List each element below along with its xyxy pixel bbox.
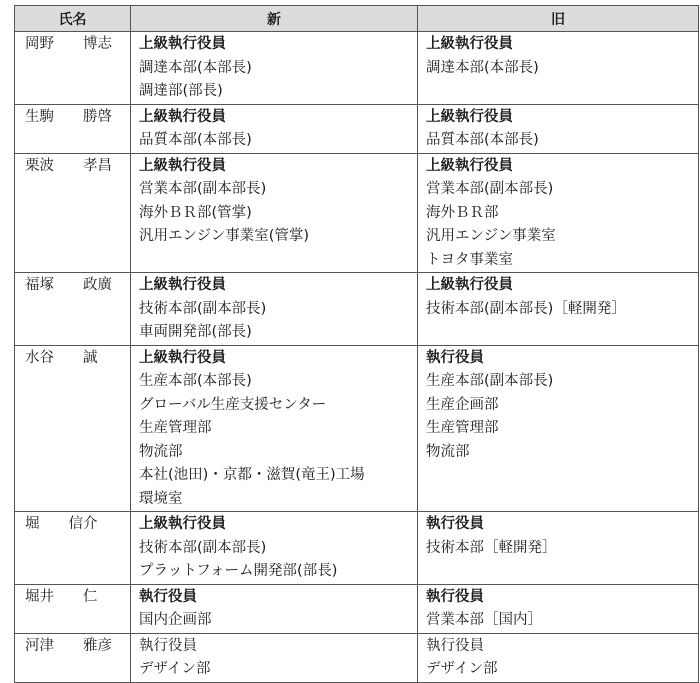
new-position-cell [131, 512, 418, 585]
new-position-cell [131, 153, 418, 273]
new-position-cell [131, 273, 418, 346]
assignment-line: プラットフォーム開発部(部長) [139, 563, 338, 579]
officer-changes-table [14, 5, 699, 683]
new-position-cell [131, 584, 418, 633]
assignment-line: 物流部 [139, 443, 183, 460]
old-position-cell [418, 32, 699, 105]
old-position-cell [418, 273, 699, 346]
family-name: 岡野 [25, 36, 54, 52]
header-old: 旧 [418, 6, 699, 32]
assignment-line: 環境室 [139, 490, 183, 507]
family-name: 堀 [25, 516, 40, 532]
given-name: 信介 [68, 516, 98, 532]
header-name: 氏名 [15, 6, 131, 32]
officer-name [25, 347, 130, 371]
assignment-line: 技術本部(副本部長)［軽開発］ [426, 300, 626, 317]
assignment-line: 営業本部(副本部長) [139, 181, 267, 197]
position-title: 執行役員 [139, 588, 197, 605]
header-new: 新 [131, 6, 418, 32]
officer-name [25, 155, 130, 179]
assignment-line: 本社(池田)・京都・滋賀(竜王)工場 [139, 467, 365, 483]
position-title: 執行役員 [139, 637, 197, 654]
new-position-cell [131, 345, 418, 512]
assignment-line: トヨタ事業室 [426, 251, 513, 268]
table-row [15, 32, 699, 105]
assignment-line: 品質本部(本部長) [139, 132, 252, 148]
new-position-cell [131, 104, 418, 153]
position-title: 執行役員 [426, 588, 484, 605]
officer-name-cell [15, 153, 131, 273]
assignment-line: グローバル生産支援センター [139, 396, 327, 413]
position-title: 上級執行役員 [426, 157, 513, 174]
assignment-line: 技術本部(副本部長) [139, 539, 267, 556]
table-row [15, 273, 699, 346]
new-position-cell [131, 32, 418, 105]
assignment-line: 営業本部(副本部長) [426, 181, 554, 197]
position-title: 上級執行役員 [139, 36, 226, 52]
assignment-line: 生産本部(本部長) [139, 373, 252, 389]
assignment-line: 車両開発部(部長) [139, 324, 252, 340]
position-title: 上級執行役員 [426, 277, 513, 293]
assignment-line: 技術本部(副本部長) [139, 300, 267, 317]
assignment-line: デザイン部 [139, 661, 211, 677]
officer-name [25, 33, 130, 57]
given-name: 孝昌 [83, 157, 112, 174]
family-name: 栗波 [25, 157, 54, 174]
assignment-line: 汎用エンジン事業室(管掌) [139, 228, 310, 244]
old-position-cell [418, 153, 699, 273]
assignment-line: 海外ＢＲ部(管掌) [139, 204, 252, 221]
officer-name [25, 274, 130, 298]
assignment-line: 海外ＢＲ部 [426, 204, 499, 221]
officer-name-cell [15, 32, 131, 105]
old-position-cell [418, 512, 699, 585]
position-title: 上級執行役員 [139, 516, 226, 532]
officer-name [25, 586, 130, 610]
family-name: 生駒 [25, 108, 54, 125]
officer-name [25, 513, 130, 537]
family-name: 河津 [25, 637, 54, 654]
assignment-line: 調達本部(本部長) [426, 59, 539, 76]
officer-name [25, 106, 130, 130]
assignment-line: 生産本部(副本部長) [426, 373, 554, 389]
assignment-line: 物流部 [426, 443, 470, 460]
assignment-line: 生産企画部 [426, 396, 499, 413]
given-name: 雅彦 [83, 637, 112, 654]
family-name: 堀井 [25, 588, 54, 605]
position-title: 上級執行役員 [139, 277, 226, 293]
old-position-cell [418, 345, 699, 512]
officer-name-cell [15, 345, 131, 512]
assignment-line: 品質本部(本部長) [426, 132, 539, 148]
officer-name-cell [15, 104, 131, 153]
officer-name-cell [15, 512, 131, 585]
old-position-cell [418, 584, 699, 633]
position-title: 上級執行役員 [139, 349, 226, 366]
old-position-cell [418, 104, 699, 153]
position-title: 上級執行役員 [426, 36, 513, 52]
officer-name [25, 635, 130, 659]
officer-name-cell [15, 584, 131, 633]
table-row [15, 584, 699, 633]
assignment-line: 汎用エンジン事業室 [426, 228, 556, 244]
position-title: 上級執行役員 [426, 108, 513, 125]
assignment-line: デザイン部 [426, 661, 498, 677]
given-name: 仁 [83, 588, 98, 605]
assignment-line: 調達部(部長) [139, 83, 223, 99]
table-row [15, 512, 699, 585]
position-title: 執行役員 [426, 349, 484, 366]
assignment-line: 生産管理部 [426, 420, 499, 436]
table-row [15, 345, 699, 512]
assignment-line: 調達本部(本部長) [139, 59, 252, 76]
table-row [15, 104, 699, 153]
assignment-line: 生産管理部 [139, 420, 212, 436]
position-title: 上級執行役員 [139, 108, 226, 125]
given-name: 誠 [83, 349, 98, 366]
given-name: 政廣 [83, 277, 112, 293]
table-row [15, 153, 699, 273]
given-name: 博志 [83, 36, 112, 52]
family-name: 水谷 [25, 349, 54, 366]
position-title: 執行役員 [426, 637, 484, 654]
given-name: 勝啓 [83, 108, 112, 125]
officer-name-cell [15, 273, 131, 346]
position-title: 執行役員 [426, 516, 484, 532]
position-title: 上級執行役員 [139, 157, 226, 174]
assignment-line: 技術本部［軽開発］ [426, 539, 557, 556]
family-name: 福塚 [25, 277, 54, 293]
assignment-line: 営業本部［国内］ [426, 612, 542, 628]
assignment-line: 国内企画部 [139, 612, 212, 628]
header-row [15, 6, 699, 32]
